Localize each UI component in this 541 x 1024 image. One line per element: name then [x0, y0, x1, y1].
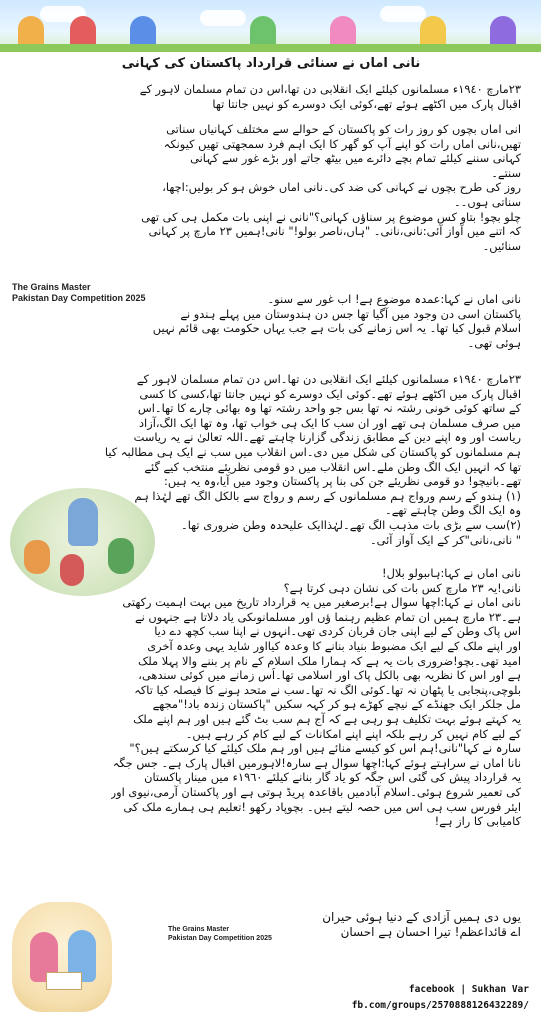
text-line: نانی اماں نے کہا:عمدہ موضوع ہے! اب غور سے سنو۔	[267, 292, 521, 306]
text-line: امید تھی۔بچو!ضروری بات یہ ہے کہ ہمارا ملک اسلام کے نام پر بننے والا پہلا ملک	[138, 653, 521, 668]
text-line: سارہ نے کہا"نانی!ہم اس کو کیسے منائے ہیں اور ہم ملک کیلئے کیا کرسکتے ہیں؟"	[129, 741, 521, 756]
text-line: یہ کہتے ہوئے بہت تکلیف ہو رہی ہے کہ آج ہم سب بٹ گئے ہیں اور ہم اپنے ملک	[133, 711, 521, 726]
text-line: کی تعمیر شروع ہوئی۔اسلام آبادمیں باقاعدہ پریڈ ہوتی ہے اور پاکستان آرمی،نیوی اور	[110, 784, 521, 799]
text-line: اس پاک وطن کے لیے اپنی جان قربان کردی تھی۔انہوں نے اپنا سب کچھ دے دیا	[154, 624, 521, 639]
grandmother-figure	[68, 498, 98, 546]
text-line: کامیابی کا راز ہے!	[434, 814, 521, 829]
text-line: میں صرف مسلمان ہی تھے اور ان سب کا ایک ہی خواب تھا، وہ تھا ایک الگ،آزاد	[138, 415, 521, 430]
text-line: کے لیے کام نہیں کر رہے بلکہ اپنے اپنے امکانات کے لیے کام کر رہے ہیں۔	[185, 726, 521, 741]
children-reading-illustration	[12, 902, 112, 1012]
text-line: ہم مسلمانوں کو پاکستان کی شکل میں دی۔اس انقلاب میں سب نے ایک ہی مطالبہ کیا	[104, 444, 521, 459]
text-line: کہ اتنے میں آواز آئی:نانی،نانی۔ "ہاں،ناصر بولو!" نانی!ہمیں ٢٣ مارچ پر کہانی	[148, 224, 521, 239]
text-line: (٢)سب سے بڑی بات مذہب الگ تھے۔لہٰذاایک علیحدہ وطن ضروری تھا۔	[181, 517, 521, 532]
text-line: مل جلکر ایک جھنڈے کے نیچے کھڑے ہو کر کہہ سکیں "پاکستان زندہ باد!"مجھے	[152, 697, 521, 712]
text-line: نانی اماں نے کہا:اچھا سوال ہے!برصغیر میں یہ قرارداد تاریخ میں بہت اہمیت رکھتی	[122, 595, 521, 610]
text-line: سنائیں۔	[482, 238, 521, 253]
verse-line: اے قائداعظم! تیرا احسان ہے احسان	[340, 924, 521, 939]
cloud-icon	[200, 10, 246, 26]
watermark-line: Pakistan Day Competition 2025	[12, 293, 146, 303]
text-line: تھے۔بانیچو! دو قومی نظریئے جن کی بنا پر پاکستان وجود میں آیا،وہ یہ ہیں:	[164, 474, 521, 489]
text-line: (١) ہندو کے رسم ورواج ہم مسلمانوں کے رسم و رواج سے بالکل الگ تھے لہٰذا ہم	[134, 488, 521, 503]
text-line: تھیں،نانی اماں رات کو اپنے آپ کو گھر کا ایک اہم فرد سمجھتی تھیں کیونکہ	[163, 136, 521, 151]
text-line: نانی!یہ ٢٣ مارچ کس بات کی نشان دہی کرتا ہے؟	[283, 580, 521, 595]
facebook-credit[interactable]: facebook | Sukhan Var	[408, 984, 529, 995]
text-line: نانی اماں نے کہا:ہاںبولو بلال!	[382, 566, 521, 580]
text-line: اقبال پارک میں اکٹھے ہوئے تھے،کوئی ایک دوسرے کو نہیں جانتا تھا	[212, 96, 521, 111]
child-figure	[60, 554, 84, 586]
text-line: ایئر فورس سب ہی اس میں حصہ لیتے ہیں۔ بچوپاد رکھو !تعلیم ہی ہمارے ملک کی	[123, 799, 521, 814]
kids-banner	[0, 0, 541, 52]
open-book-icon	[46, 972, 82, 990]
text-line: کے ساتھ کوئی خونی رشتہ نہ تھا بس جو واحد رشتہ تھا وہ بھائی چارے کا تھا۔اس	[137, 401, 521, 416]
text-line: سناتی ہوں۔۔	[453, 194, 521, 209]
text-line: روز کی طرح بچوں نے کہانی کی ضد کی۔نانی اماں خوش ہو کر بولیں:اچھا،	[162, 180, 521, 195]
competition-watermark	[12, 282, 146, 304]
text-line: اقبال پارک میں اکٹھے ہوئے تھے۔کوئی ایک دوسرے کو نہیں جانتا تھا،کسی کا کسی	[139, 386, 521, 401]
text-line: ہے اور اس کا نظریہ بھی بالکل پاک اور اسلامی تھا۔اُس زمانے میں کوئی سندھی،	[138, 668, 521, 683]
page-title: نانی اماں نے سنائی قرارداد پاکستان کی کہانی	[121, 56, 421, 71]
text-line: یہ قرارداد پیش کی گئی اس جگہ کو یاد گار بنانے کیلئے ١٩٦٠ء میں مینار پاکستان	[144, 770, 521, 785]
paragraph-1	[140, 82, 521, 111]
text-line: اور اپنے ملک کے لیے ایک مضبوط بنیاد بنانے کا وعدہ کیااور شاید یہی وعدہ آخری	[147, 638, 521, 653]
cloud-icon	[380, 6, 426, 22]
watermark-line: The Grains Master	[168, 926, 230, 933]
watermark-line: The Grains Master	[12, 282, 91, 292]
paragraph-2	[141, 122, 521, 253]
child-figure	[24, 540, 50, 574]
text-line: کہانی سننے کیلئے تمام بچے دائرے میں بیٹھ جاتے اور بڑے غور سے کہانی	[190, 151, 521, 166]
paragraph-3	[153, 292, 521, 350]
text-line: چلو بچو! بتاو کس موضوع پر سناؤں کہانی؟"نانی نے اپنی بات مکمل ہی کی تھی	[141, 209, 521, 224]
text-line: سنتے۔	[491, 165, 521, 180]
paragraph-4	[105, 372, 521, 547]
text-line: ریاست اور وہ اپنے دین کے مطابق زندگی گزارنا چاہتے تھے۔اللہ تعالیٰ نے یہ ریاست	[133, 430, 521, 445]
text-line: وہ ایک الگ وطن چاہتے تھے۔	[385, 503, 521, 518]
text-line: تھا کہ انہیں ایک الگ وطن ملے۔اس انقلاب میں دو قومی نظریئے منتخب کیے گئے	[144, 459, 521, 474]
closing-verse	[322, 910, 521, 939]
text-line: ہوئی تھی۔	[467, 335, 521, 350]
text-line: ہے۔٢٣ مارچ ہمیں ان تمام عظیم رہنما ؤں اور مسلمانوںکی یاد دلاتا ہے جنہوں نے	[134, 609, 521, 624]
text-line: اسلام قبول کیا تھا۔ یہ اس زمانے کی بات ہے جب یہاں حکومت بھی قائم نہیں	[152, 321, 521, 336]
grass-strip	[0, 44, 541, 52]
watermark-line: Pakistan Day Competition 2025	[168, 935, 272, 942]
paragraph-5	[111, 566, 521, 829]
text-line: انی اماں بچوں کو روز رات کو پاکستان کے حوالے سے مختلف کہانیاں سناتی	[166, 122, 521, 136]
text-line: ٢٣مارچ ١٩٤٠ء مسلمانوں کیلئے ایک انقلابی دن تھا۔اس دن تمام مسلمان لاہور کے	[136, 372, 521, 386]
verse-line: یوں دی ہمیں آزادی کے دنیا ہوئی حیران	[322, 910, 521, 924]
competition-watermark-bottom	[168, 925, 272, 943]
text-line: نانا اماں نے سراہتے ہوئے کہا:اچھا سوال ہے سارہ!لاہورمیں اقبال پارک ہے۔ جس جگہ	[112, 755, 521, 770]
text-line: بلوچی،پنجابی یا پٹھان نہ تھا۔کوئی الگ نہ تھا۔سب نے متحد ہونے کا فیصلہ کیا تاکہ	[134, 682, 521, 697]
text-line: ٢٣مارچ ١٩٤٠ء مسلمانوں کیلئے ایک انقلابی دن تھا،اس دن تمام مسلمان لاہور کے	[139, 82, 521, 96]
text-line: " نانی،نانی"کر کے ایک آواز آئی۔	[369, 532, 521, 547]
facebook-group-link[interactable]: fb.com/groups/2570888126432289/	[351, 1000, 529, 1011]
text-line: پاکستان اسی دن وجود میں آگیا تھا جس دن ہندوستان میں پہلے ہندو نے	[180, 306, 521, 321]
